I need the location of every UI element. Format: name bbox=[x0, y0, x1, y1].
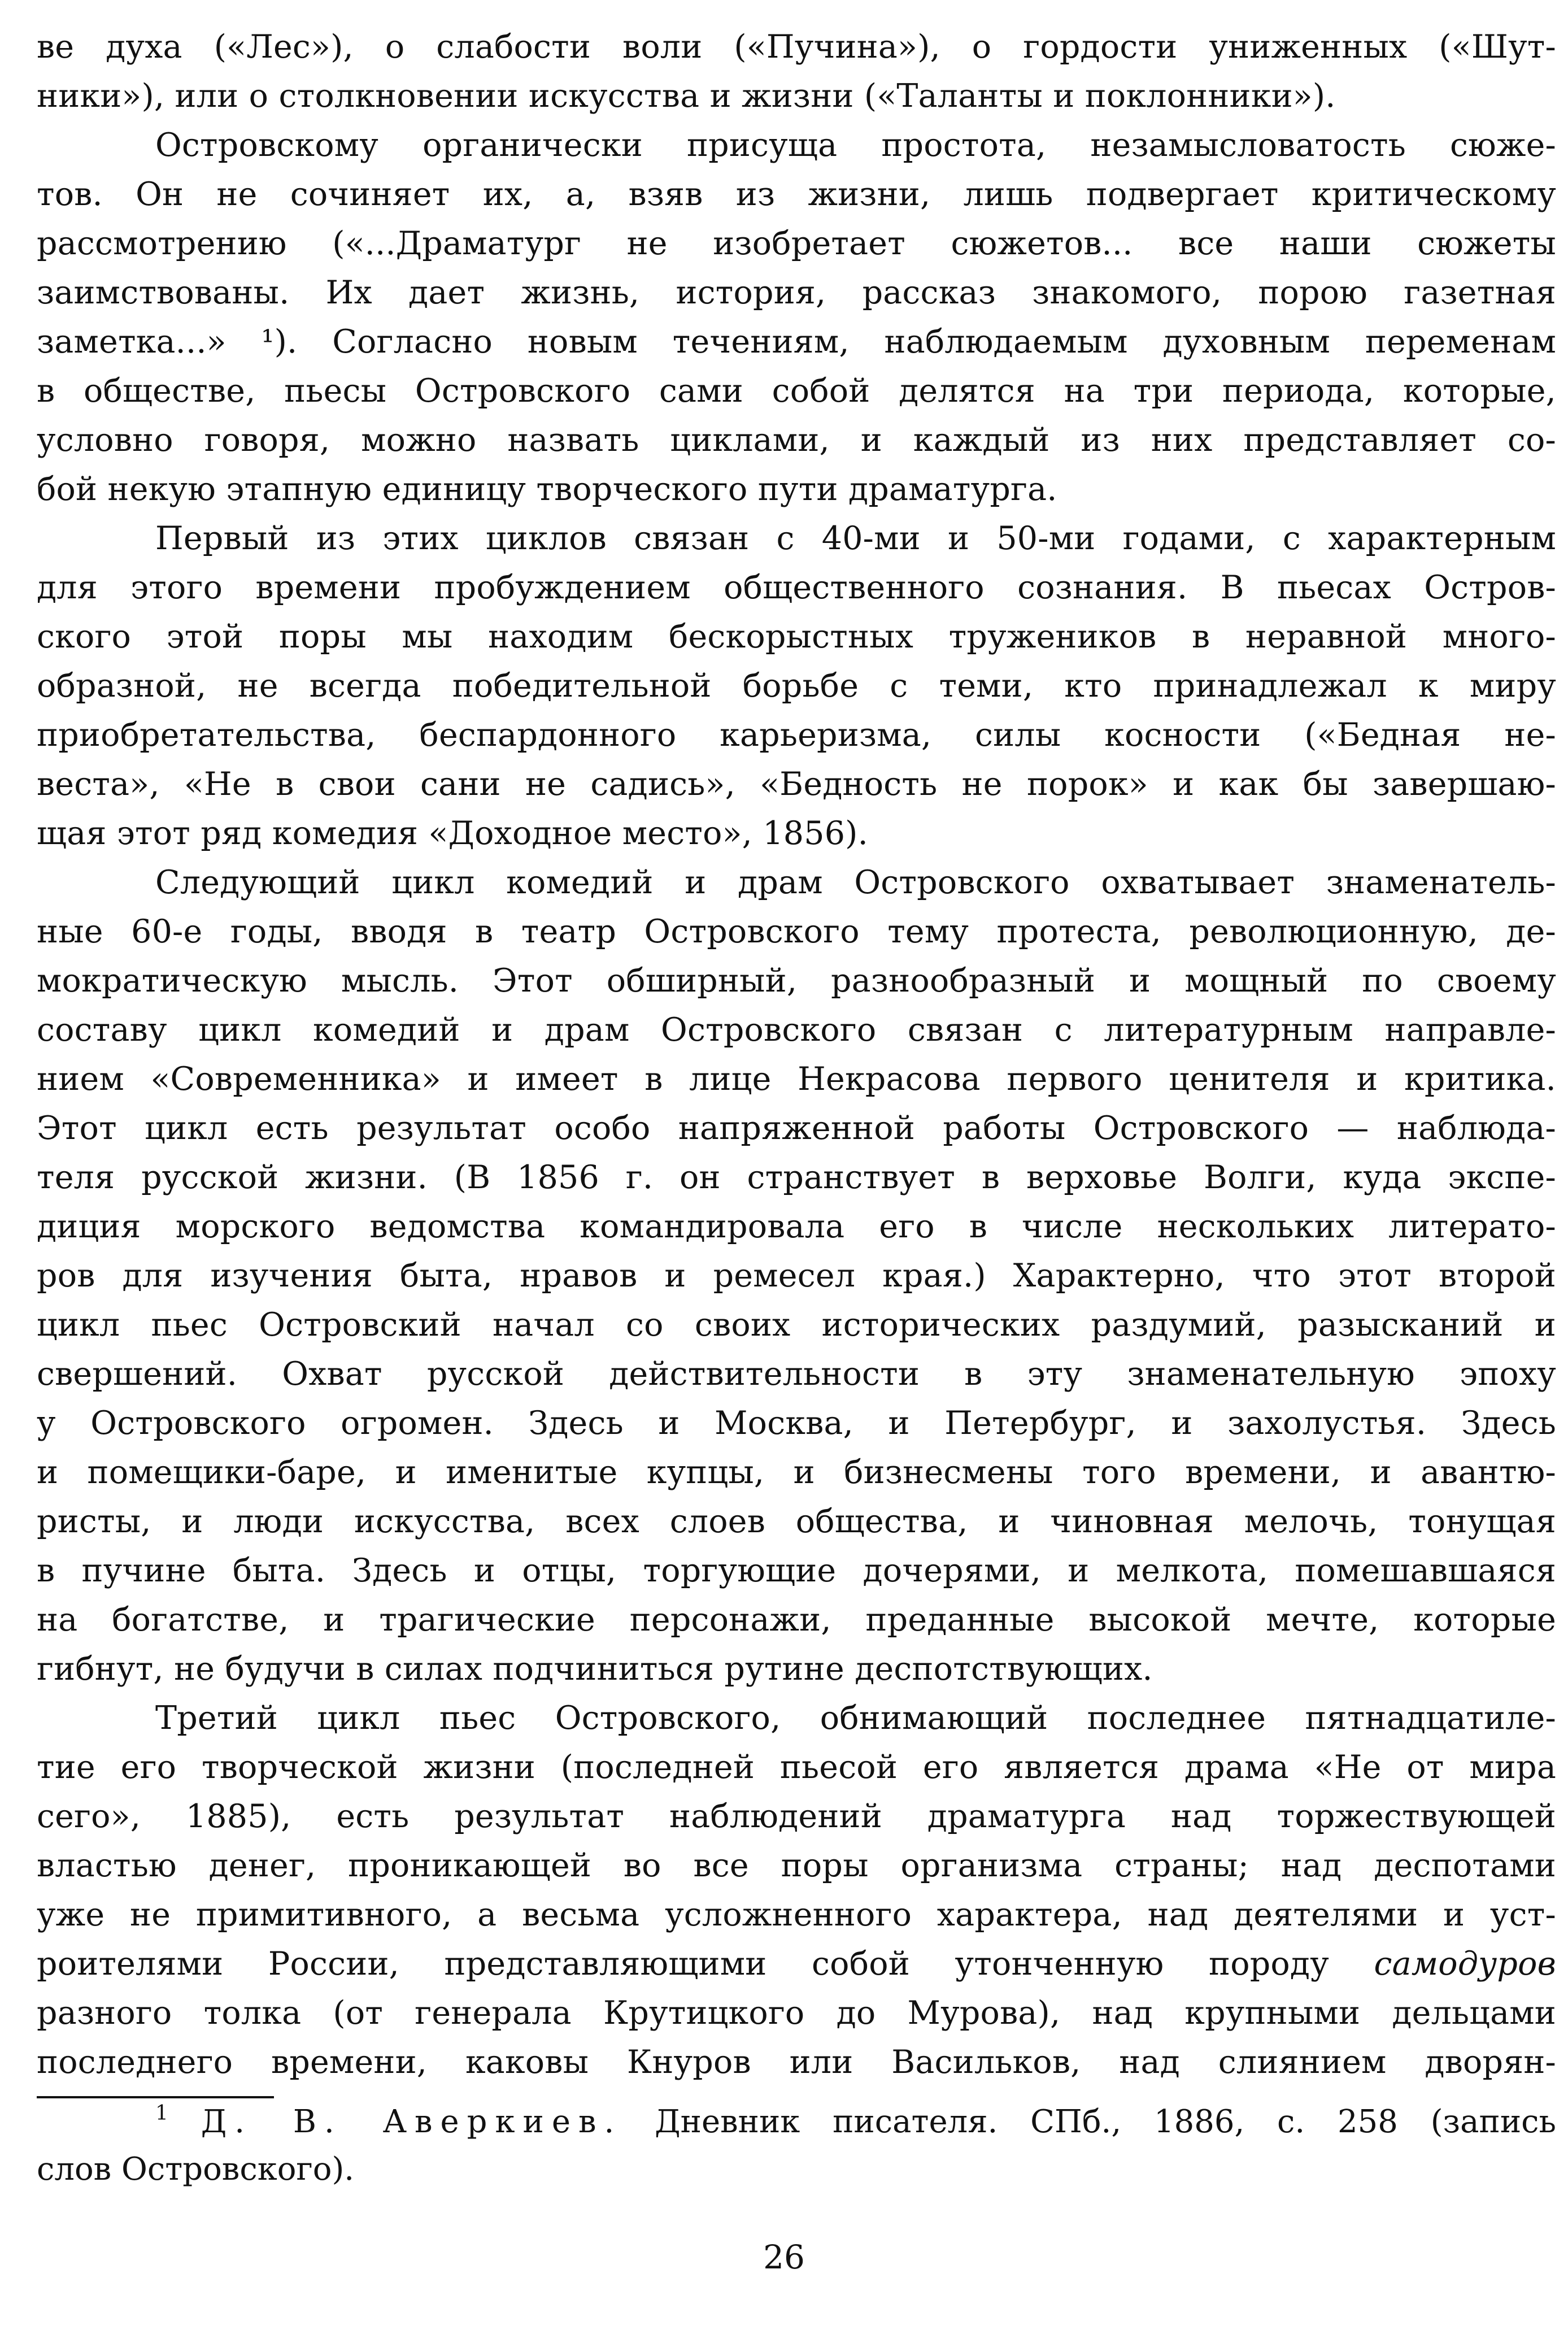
text-line: Следующий цикл комедий и драм Островского охватывает знаменатель- bbox=[155, 864, 1556, 901]
text-line: ристы, и люди искусства, всех слоев общества, и чиновная мелочь, тонущая bbox=[37, 1503, 1556, 1540]
text-line: сего», 1885), есть результат наблюдений драматурга над торжествующей bbox=[37, 1798, 1556, 1835]
text-line: уже не примитивного, а весьма усложненного характера, над деятелями и уст- bbox=[37, 1896, 1556, 1933]
text-line: заимствованы. Их дает жизнь, история, рассказ знакомого, порою газетная bbox=[37, 274, 1556, 311]
text-line: Первый из этих циклов связан с 40-ми и 50-ми годами, с характерным bbox=[155, 520, 1556, 557]
footnote-line-1 bbox=[37, 2098, 1556, 2146]
text-line: тов. Он не сочиняет их, а, взяв из жизни, лишь подвергает критическому bbox=[37, 176, 1556, 213]
footnote-marker: 1 bbox=[155, 2102, 168, 2125]
text-line: заметка...» ¹). Согласно новым течениям, наблюдаемым духовным переменам bbox=[37, 323, 1556, 360]
text-line: на богатстве, и трагические персонажи, преданные высокой мечте, которые bbox=[37, 1601, 1556, 1638]
text-line: диция морского ведомства командировала его в числе нескольких литерато- bbox=[37, 1208, 1556, 1245]
footnote-line-2: слов Островского). bbox=[37, 2151, 355, 2188]
text-line: щая этот ряд комедия «Доходное место», 1856). bbox=[37, 815, 868, 852]
text-line: последнего времени, каковы Кнуров или Васильков, над слиянием дворян- bbox=[37, 2044, 1556, 2081]
text-line: ники»), или о столкновении искусства и жизни («Таланты и поклонники»). bbox=[37, 77, 1336, 115]
text-line: Третий цикл пьес Островского, обнимающий последнее пятнадцатиле- bbox=[155, 1699, 1556, 1737]
text-line: условно говоря, можно назвать циклами, и каждый из них представляет со- bbox=[37, 421, 1556, 459]
footnote bbox=[37, 2098, 1556, 2193]
text-line: роителями России, представляющими собой утонченную породу самодуров bbox=[37, 1945, 1556, 1983]
text-line: у Островского огромен. Здесь и Москва, и Петербург, и захолустья. Здесь bbox=[37, 1405, 1556, 1442]
text-line: Островскому органически присуща простота, незамысловатость сюже- bbox=[155, 127, 1556, 164]
text-line: цикл пьес Островский начал со своих исторических раздумий, разысканий и bbox=[37, 1306, 1556, 1344]
text-line: мократическую мысль. Этот обширный, разнообразный и мощный по своему bbox=[37, 962, 1556, 999]
text-line: гибнут, не будучи в силах подчиниться рутине деспотствующих. bbox=[37, 1650, 1153, 1688]
text-line: рассмотрению («...Драматург не изобретает сюжетов... все наши сюжеты bbox=[37, 225, 1556, 262]
footnote-text: Дневник писателя. СПб., 1886, с. 258 (запись bbox=[655, 2103, 1556, 2140]
text-line: бой некую этапную единицу творческого пути драматурга. bbox=[37, 471, 1057, 508]
text-line: теля русской жизни. (В 1856 г. он странствует в верховье Волги, куда экспе- bbox=[37, 1159, 1556, 1196]
text-line: образной, не всегда победительной борьбе с теми, кто принадлежал к миру bbox=[37, 667, 1556, 705]
page-body bbox=[37, 23, 1556, 2193]
text-line: для этого времени пробуждением общественного сознания. В пьесах Остров- bbox=[37, 569, 1556, 606]
text-line: ве духа («Лес»), о слабости воли («Пучина»), о гордости униженных («Шут- bbox=[37, 28, 1556, 66]
text-line: ров для изучения быта, нравов и ремесел края.) Характерно, что этот второй bbox=[37, 1257, 1556, 1294]
text-line: ные 60-е годы, вводя в театр Островского тему протеста, революционную, де- bbox=[37, 913, 1556, 950]
main-text bbox=[37, 23, 1556, 2087]
text-line: и помещики-баре, и именитые купцы, и бизнесмены того времени, и авантю- bbox=[37, 1454, 1556, 1491]
text-line: Этот цикл есть результат особо напряженной работы Островского — наблюда- bbox=[37, 1110, 1556, 1147]
footnote-author: Д. В. Аверкиев. bbox=[201, 2103, 622, 2140]
text-line: разного толка (от генерала Крутицкого до Мурова), над крупными дельцами bbox=[37, 1994, 1556, 2032]
text-line: нием «Современника» и имеет в лице Некрасова первого ценителя и критика. bbox=[37, 1060, 1556, 1098]
text-line: свершений. Охват русской действительности в эту знаменательную эпоху bbox=[37, 1355, 1556, 1393]
page-number: 26 bbox=[763, 2238, 805, 2276]
text-line: составу цикл комедий и драм Островского связан с литературным направле- bbox=[37, 1011, 1556, 1049]
text-line: в обществе, пьесы Островского сами собой делятся на три периода, которые, bbox=[37, 372, 1556, 410]
text-line: веста», «Не в свои сани не садись», «Бедность не порок» и как бы завершаю- bbox=[37, 766, 1556, 803]
text-line: приобретательства, беспардонного карьеризма, силы косности («Бедная не- bbox=[37, 716, 1556, 754]
text-line: властью денег, проникающей во все поры организма страны; над деспотами bbox=[37, 1847, 1556, 1884]
text-line: в пучине быта. Здесь и отцы, торгующие дочерями, и мелкота, помешавшаяся bbox=[37, 1552, 1556, 1589]
text-line: тие его творческой жизни (последней пьесой его является драма «Не от мира bbox=[37, 1749, 1556, 1786]
text-line: ского этой поры мы находим бескорыстных тружеников в неравной много- bbox=[37, 618, 1556, 655]
